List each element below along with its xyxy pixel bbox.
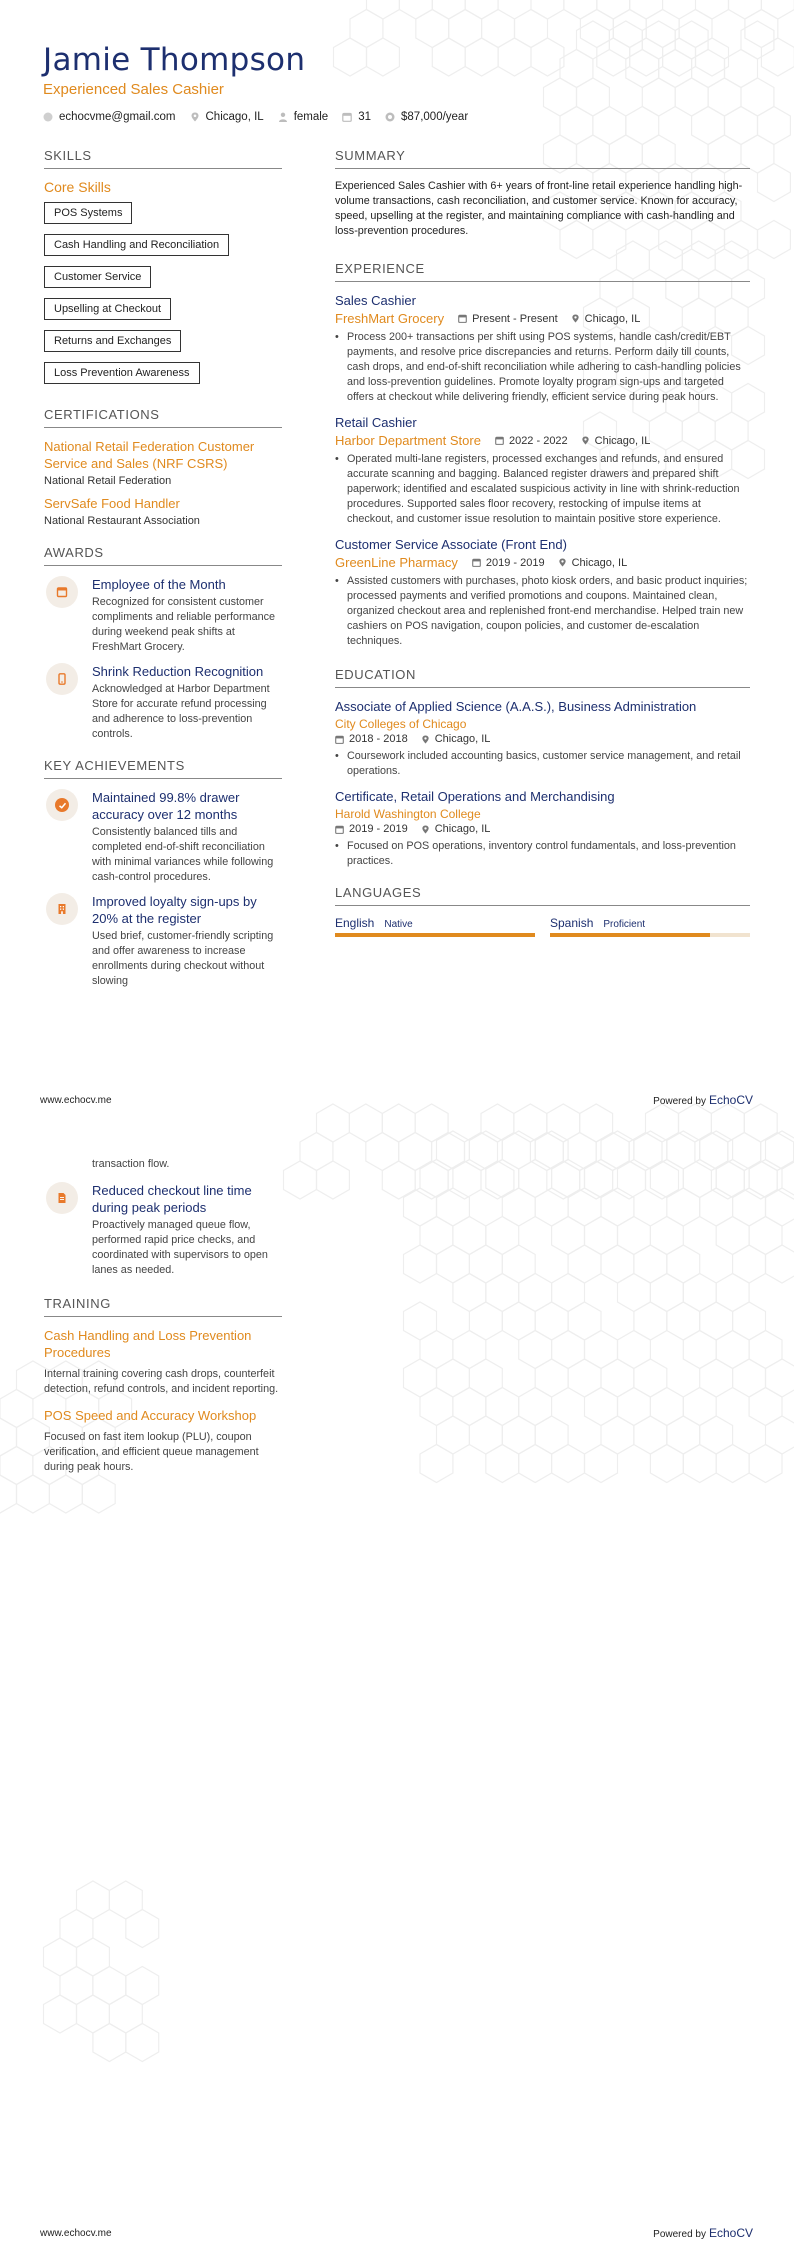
footer-brand: EchoCV — [708, 1093, 753, 1107]
skills-section — [44, 148, 282, 394]
achievement-icon-badge — [46, 893, 78, 925]
contact-salary — [385, 111, 468, 123]
job-dates — [495, 435, 568, 447]
contact-email[interactable] — [43, 111, 176, 123]
skill-tag: Returns and Exchanges — [44, 330, 181, 352]
job-bullet: • Assisted customers with purchases, photo kiosk orders, and basic product inquiries; processed payments and verified promotions and coupons. Maintained clean, organized checkout area and replenished front-end merchandise. Helped train new cashiers on POS navigation, coupon policies, and customer de-escalation techniques. — [335, 574, 750, 649]
summary-heading: SUMMARY — [335, 148, 750, 169]
education-school: Harold Washington College — [335, 807, 481, 821]
job-location-text: Chicago, IL — [584, 312, 641, 325]
job-location-text: Chicago, IL — [594, 434, 651, 447]
award-description: Recognized for consistent customer compliments and reliable performance during weekend peak shifts at FreshMart Grocery. — [92, 596, 276, 653]
certifications-section — [44, 407, 282, 527]
language-proficiency-bar — [335, 933, 535, 937]
job-dates — [458, 313, 558, 325]
training-heading: TRAINING — [44, 1296, 282, 1317]
skill-tag: Cash Handling and Reconciliation — [44, 234, 229, 256]
achievement-icon-badge — [46, 789, 78, 821]
skills-list — [44, 202, 282, 394]
contact-salary-text: $87,000/year — [401, 111, 469, 123]
resume-header — [43, 40, 763, 123]
job-dates — [472, 557, 545, 569]
location-icon — [190, 112, 200, 122]
contact-gender-text: female — [293, 111, 329, 123]
calendar-icon — [335, 825, 344, 834]
footer-powered-text: Powered by — [653, 1096, 706, 1107]
job-location-text: Chicago, IL — [571, 556, 628, 569]
certification-title: National Retail Federation Customer Service and Sales (NRF CSRS) — [44, 439, 255, 471]
certification-title: ServSafe Food Handler — [44, 496, 180, 511]
achievement-title: Improved loyalty sign-ups by 20% at the register — [92, 894, 257, 926]
achievement-item — [44, 893, 282, 989]
skill-tag: Upselling at Checkout — [44, 298, 171, 320]
language-label — [335, 916, 535, 930]
training-description: Internal training covering cash drops, counterfeit detection, refund controls, and incident reporting. — [44, 1368, 279, 1395]
experience-section — [335, 261, 750, 649]
job-location — [558, 557, 628, 569]
resume-page-2 — [0, 1123, 794, 2246]
left-column — [44, 148, 282, 997]
achievement-description: Consistently balanced tills and completed end-of-shift reconciliation with minimal variances while following cash-control procedures. — [92, 826, 274, 883]
education-location-text: Chicago, IL — [434, 733, 491, 745]
language-proficiency-fill — [550, 933, 710, 937]
award-title: Shrink Reduction Recognition — [92, 664, 264, 679]
training-section — [44, 1296, 282, 1475]
education-dates-text: 2019 - 2019 — [349, 823, 408, 835]
calendar-icon — [495, 436, 504, 445]
awards-section — [44, 545, 282, 742]
certifications-heading: CERTIFICATIONS — [44, 407, 282, 428]
money-icon — [385, 112, 395, 122]
footer-powered-text: Powered by — [653, 2229, 706, 2240]
education-bullets — [335, 839, 750, 869]
footer-powered-by — [653, 1093, 753, 1107]
training-description: Focused on fast item lookup (PLU), coupon verification, and efficient queue management during peak hours. — [44, 1431, 259, 1473]
languages-list — [335, 916, 750, 937]
page-footer — [40, 2226, 753, 2240]
certification-org: National Retail Federation — [44, 475, 172, 487]
award-item — [44, 576, 282, 655]
language-name: English — [335, 916, 375, 930]
education-item — [335, 698, 750, 779]
education-location — [421, 733, 491, 745]
contact-location — [190, 111, 264, 123]
award-description: Acknowledged at Harbor Department Store for accurate refund processing and adherence to loss-prevention controls. — [92, 683, 270, 740]
contact-gender — [278, 111, 329, 123]
award-item — [44, 663, 282, 742]
job-company: Harbor Department Store — [335, 433, 481, 448]
job-dates-text: Present - Present — [472, 312, 558, 325]
language-name: Spanish — [550, 916, 594, 930]
language-proficiency-fill — [335, 933, 535, 937]
job-location — [571, 313, 641, 325]
job-bullets — [335, 452, 750, 527]
skill-tag: Loss Prevention Awareness — [44, 362, 200, 384]
calendar-icon — [56, 586, 68, 598]
language-item — [550, 916, 750, 937]
language-level: Proficient — [603, 919, 646, 930]
location-icon — [421, 735, 430, 744]
job-title: Retail Cashier — [335, 415, 417, 430]
footer-powered-by — [653, 2226, 753, 2240]
footer-site-link[interactable]: www.echocv.me — [40, 2227, 112, 2239]
education-item — [335, 788, 750, 869]
skill-tag: Customer Service — [44, 266, 151, 288]
calendar-icon — [458, 314, 467, 323]
summary-text: Experienced Sales Cashier with 6+ years of front-line retail experience handling high-volume transactions, cash reconciliation, and customer service. Known for accuracy, speed, upselling at the register, and maintaining compliance with cash-handling and loss-prevention procedures. — [335, 180, 743, 237]
experience-item — [335, 536, 750, 649]
education-school: City Colleges of Chicago — [335, 717, 467, 731]
job-bullets — [335, 330, 750, 405]
check-icon — [58, 801, 67, 810]
education-meta — [335, 823, 750, 835]
education-degree: Associate of Applied Science (A.A.S.), Business Administration — [335, 699, 697, 714]
key-achievements-section — [44, 758, 282, 989]
job-meta — [335, 311, 750, 326]
job-bullet: • Process 200+ transactions per shift using POS systems, handle cash/credit/EBT payments, and resolve price discrepancies and returns. Perform daily till counts, cash drops, and end-of-shift reconciliation while adhering to cash-handling policies and loss-prevention guidelines. Promote loyalty program sign-ups and targeted offers at checkout while delivering friendly, efficient service during peak hours. — [335, 330, 750, 405]
building-icon — [56, 903, 68, 915]
skills-heading: SKILLS — [44, 148, 282, 169]
core-skills-heading: Core Skills — [44, 179, 111, 195]
education-heading: EDUCATION — [335, 667, 750, 688]
calendar-icon — [335, 735, 344, 744]
language-level: Native — [384, 919, 413, 930]
education-dates — [335, 733, 408, 745]
education-bullet: • Coursework included accounting basics, customer service management, and retail operations. — [335, 749, 750, 779]
contact-info — [43, 111, 763, 123]
certification-org: National Restaurant Association — [44, 515, 200, 527]
language-item — [335, 916, 535, 937]
location-icon — [421, 825, 430, 834]
file-icon — [56, 1192, 68, 1204]
job-title: Customer Service Associate (Front End) — [335, 537, 567, 552]
training-title: POS Speed and Accuracy Workshop — [44, 1408, 257, 1423]
experience-item — [335, 292, 750, 405]
achievement-title: Maintained 99.8% drawer accuracy over 12 months — [92, 790, 240, 822]
candidate-name: Jamie Thompson — [43, 42, 306, 78]
calendar-icon — [342, 112, 352, 122]
person-icon — [278, 112, 288, 122]
location-icon — [571, 314, 580, 323]
experience-heading: EXPERIENCE — [335, 261, 750, 282]
skill-tag: POS Systems — [44, 202, 132, 224]
contact-location-text: Chicago, IL — [205, 111, 264, 123]
achievement-description: Proactively managed queue flow, performed rapid price checks, and coordinated with supervisors to open lanes as needed. — [92, 1219, 268, 1276]
achievement-item — [44, 789, 282, 885]
language-proficiency-bar — [550, 933, 750, 937]
achievement-description-continued: transaction flow. — [92, 1158, 170, 1170]
key-achievements-heading: KEY ACHIEVEMENTS — [44, 758, 282, 779]
education-bullet: • Focused on POS operations, inventory control fundamentals, and loss-prevention practices. — [335, 839, 750, 869]
summary-section — [335, 148, 750, 239]
experience-item — [335, 414, 750, 527]
footer-site-link[interactable]: www.echocv.me — [40, 1094, 112, 1106]
achievement-item — [44, 1182, 282, 1278]
education-location-text: Chicago, IL — [434, 823, 491, 835]
job-dates-text: 2019 - 2019 — [485, 556, 545, 569]
education-dates — [335, 823, 408, 835]
contact-age — [342, 111, 371, 123]
job-company: GreenLine Pharmacy — [335, 555, 458, 570]
job-meta — [335, 433, 750, 448]
training-title: Cash Handling and Loss Prevention Procedures — [44, 1328, 252, 1360]
award-title: Employee of the Month — [92, 577, 226, 592]
education-degree: Certificate, Retail Operations and Merchandising — [335, 789, 615, 804]
education-dates-text: 2018 - 2018 — [349, 733, 408, 745]
email-icon — [43, 112, 53, 122]
job-dates-text: 2022 - 2022 — [508, 434, 568, 447]
right-column — [335, 148, 750, 937]
job-title: Sales Cashier — [335, 293, 416, 308]
job-bullets — [335, 574, 750, 649]
location-icon — [581, 436, 590, 445]
left-column-continued — [44, 1155, 282, 1475]
achievement-icon-badge — [46, 1182, 78, 1214]
awards-heading: AWARDS — [44, 545, 282, 566]
languages-heading: LANGUAGES — [335, 885, 750, 906]
job-bullet: • Operated multi-lane registers, processed exchanges and refunds, and ensured accurate scanning and bagging. Balanced register drawers and prepared shift paperwork; identified and escalated suspicious activity in line with shrink-reduction procedures. Supported sales floor recovery, restocking of impulse items at checkout, and customer issue resolution to maintain positive store experience. — [335, 452, 750, 527]
job-company: FreshMart Grocery — [335, 311, 445, 326]
achievement-description: Used brief, customer-friendly scripting and offer awareness to increase enrollments during checkout without slowing — [92, 930, 274, 987]
languages-section — [335, 885, 750, 937]
mobile-icon — [56, 673, 68, 685]
award-icon-badge — [46, 576, 78, 608]
job-location — [581, 435, 651, 447]
award-icon-badge — [46, 663, 78, 695]
education-location — [421, 823, 491, 835]
education-bullets — [335, 749, 750, 779]
footer-brand: EchoCV — [708, 2226, 753, 2240]
job-meta — [335, 555, 750, 570]
candidate-title: Experienced Sales Cashier — [43, 81, 224, 98]
calendar-icon — [472, 558, 481, 567]
language-label — [550, 916, 750, 930]
contact-email-text: echocvme@gmail.com — [59, 111, 176, 123]
education-meta — [335, 733, 750, 745]
location-icon — [558, 558, 567, 567]
education-section — [335, 667, 750, 869]
page-footer — [40, 1093, 753, 1107]
achievement-title: Reduced checkout line time during peak periods — [92, 1183, 252, 1215]
contact-age-text: 31 — [358, 111, 372, 123]
